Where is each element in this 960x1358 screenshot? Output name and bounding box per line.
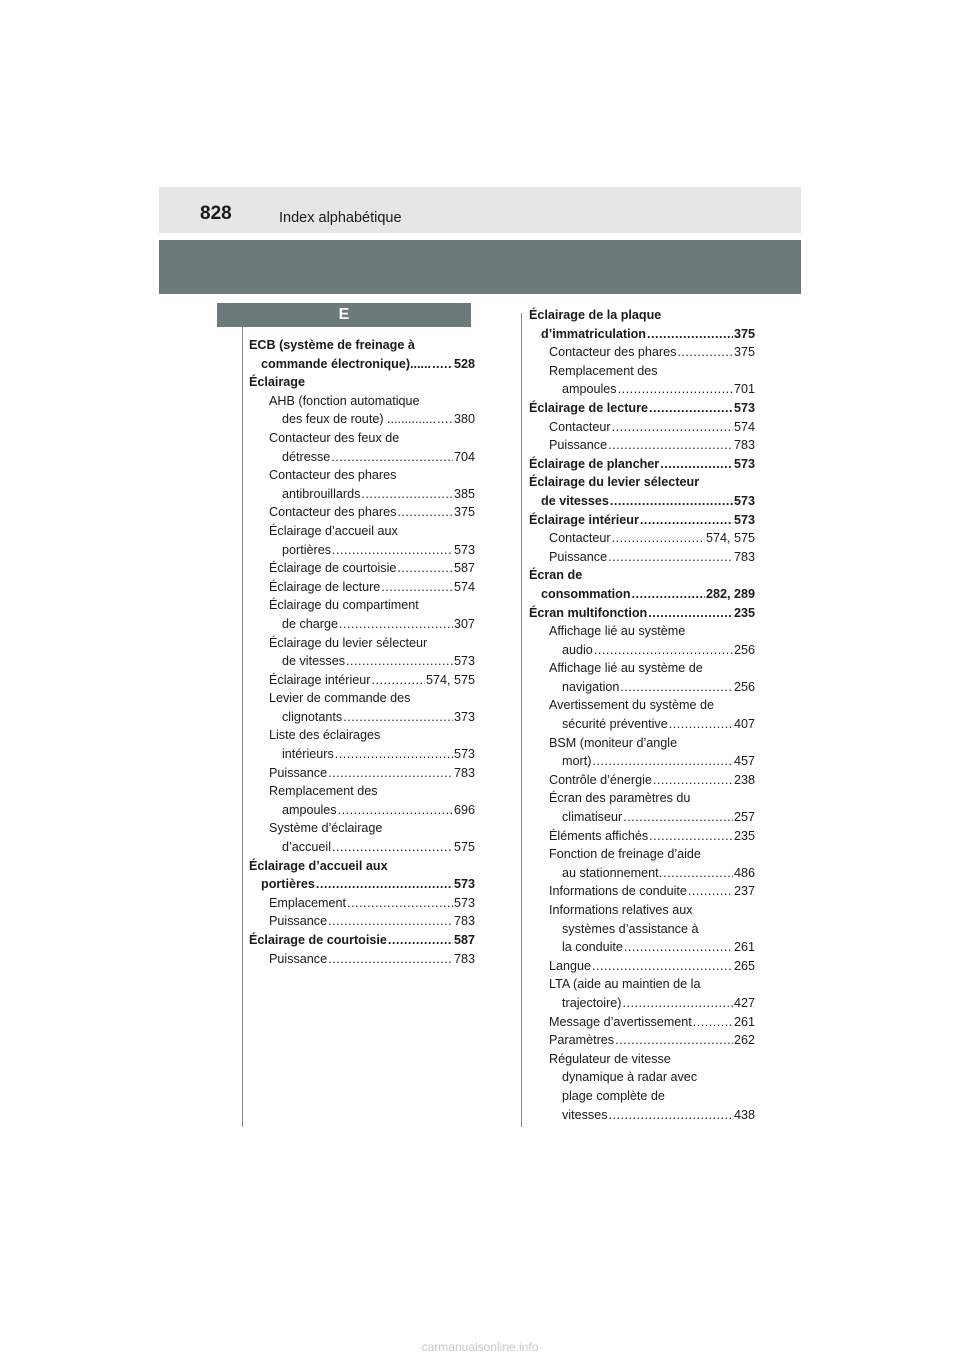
dot-leader	[347, 894, 453, 913]
dot-leader	[332, 838, 453, 857]
index-entry	[529, 901, 755, 920]
dot-leader	[328, 912, 453, 931]
dot-leader	[688, 882, 733, 901]
index-entry-page[interactable]: 380	[453, 412, 475, 427]
column1-rule	[242, 327, 243, 1127]
index-entry	[249, 336, 475, 355]
index-entry-label: Contacteur des phares	[269, 505, 397, 520]
dot-leader	[648, 604, 733, 623]
dot-leader	[372, 671, 425, 690]
index-entry-label: la conduite	[562, 940, 623, 955]
index-entry	[529, 473, 755, 492]
index-entry-label: Remplacement des	[269, 784, 378, 799]
index-entry	[529, 548, 755, 567]
index-entry	[529, 920, 755, 939]
index-entry	[249, 894, 475, 913]
index-entry	[249, 764, 475, 783]
index-entry-label: Éclairage du levier sélecteur	[529, 475, 700, 490]
index-entry-label: Éléments affichés	[549, 828, 649, 843]
dot-leader	[361, 485, 453, 504]
index-entry	[529, 529, 755, 548]
index-entry-page[interactable]: 704	[453, 449, 475, 464]
index-entry-label: Informations relatives aux	[549, 903, 693, 917]
index-entry	[529, 436, 755, 455]
index-entry-label: Régulateur de vitesse	[549, 1051, 671, 1066]
index-entry-label: Contacteur des feux de	[269, 430, 400, 445]
index-entry-label: Affichage lié au système de	[549, 661, 703, 676]
index-entry	[529, 585, 755, 604]
index-entry-page[interactable]: 701	[733, 382, 755, 397]
page-title: Index alphabétique	[279, 210, 402, 226]
index-entry	[249, 485, 475, 504]
index-entry	[529, 734, 755, 753]
dot-leader	[332, 541, 453, 560]
index-entry-label: sécurité préventive	[562, 717, 668, 732]
index-entry-label: Informations de conduite	[549, 884, 687, 899]
index-entry	[249, 596, 475, 615]
index-entry	[529, 380, 755, 399]
index-entry	[529, 808, 755, 827]
index-entry-label: ampoules	[282, 802, 337, 817]
index-entry-label: Contacteur	[549, 531, 611, 546]
index-entry	[529, 418, 755, 437]
index-entry-page[interactable]: 783	[453, 765, 475, 780]
index-entry-label: Écran des paramètres du	[549, 791, 691, 806]
index-entry-page[interactable]: 573	[733, 400, 755, 415]
dot-leader	[328, 764, 453, 783]
index-entry-page[interactable]: 587	[453, 561, 475, 576]
index-entry-label: Puissance	[269, 914, 328, 929]
index-entry	[249, 559, 475, 578]
index-entry-page[interactable]: 262	[733, 1033, 755, 1048]
header-band	[159, 187, 801, 233]
dot-leader	[615, 1031, 733, 1050]
index-entry-label: commande électronique)......	[261, 356, 432, 371]
index-entry	[529, 1106, 755, 1125]
index-entry-label: Affichage lié au système	[549, 624, 686, 639]
index-entry	[529, 789, 755, 808]
index-entry	[529, 1068, 755, 1087]
index-entry	[529, 1050, 755, 1069]
index-entry	[529, 492, 755, 511]
index-entry-label: d’accueil	[282, 840, 332, 855]
index-entry-label: Éclairage d’accueil aux	[269, 523, 398, 538]
index-entry-label: Contacteur	[549, 419, 611, 434]
index-entry-label: des feux de route) ..............	[282, 412, 436, 427]
index-entry-label: clignotants	[282, 709, 343, 724]
dot-leader	[331, 448, 453, 467]
index-entry-label: climatiseur	[562, 810, 623, 825]
index-entry-label: BSM (moniteur d’angle	[549, 735, 678, 750]
watermark: carmanualsonline.info	[421, 1340, 539, 1354]
index-entry-label: LTA (aide au maintien de la	[549, 977, 701, 992]
index-entry	[529, 511, 755, 530]
index-entry-page[interactable]: 486	[733, 865, 755, 880]
dot-leader	[624, 938, 733, 957]
dot-leader	[647, 325, 733, 344]
index-entry-page[interactable]: 528	[453, 356, 475, 371]
index-entry-page[interactable]: 573	[453, 747, 475, 762]
index-entry-page[interactable]: 575	[453, 840, 475, 855]
index-entry-page[interactable]: 457	[733, 754, 755, 769]
dot-leader	[612, 418, 733, 437]
index-entry-page[interactable]: 587	[453, 933, 475, 947]
index-entry-page[interactable]: 696	[453, 802, 475, 817]
index-entry	[249, 503, 475, 522]
index-entry-label: ampoules	[562, 382, 617, 397]
index-entry-page[interactable]: 375	[733, 345, 755, 360]
index-entry	[249, 448, 475, 467]
index-entry	[529, 1031, 755, 1050]
dot-leader	[343, 708, 453, 727]
index-entry-page[interactable]: 783	[453, 951, 475, 966]
index-entry	[249, 819, 475, 838]
index-entry	[529, 659, 755, 678]
index-entry-page[interactable]: 265	[733, 958, 755, 973]
dot-leader	[328, 950, 453, 969]
dot-leader	[663, 864, 733, 883]
index-entry-label: Éclairage de lecture	[269, 579, 381, 594]
index-entry-label: au stationnement.	[562, 865, 663, 880]
index-entry-page[interactable]: 438	[733, 1107, 755, 1122]
index-entry-label: Langue	[549, 958, 592, 973]
index-entry-label: AHB (fonction automatique	[269, 393, 420, 408]
index-entry-page[interactable]: 573	[453, 542, 475, 557]
index-entry-page[interactable]: 783	[733, 438, 755, 453]
index-entry-page[interactable]: 235	[733, 828, 755, 843]
index-entry-label: Liste des éclairages	[269, 728, 381, 743]
index-entry-page[interactable]: 574	[733, 419, 755, 434]
index-entry-label: Système d’éclairage	[269, 821, 383, 836]
dot-leader	[432, 355, 453, 374]
index-entry	[529, 994, 755, 1013]
index-entry-label: Éclairage intérieur	[529, 512, 639, 527]
index-entry	[249, 726, 475, 745]
dot-leader	[620, 678, 733, 697]
index-entry-label: de charge	[282, 616, 339, 631]
index-entry-label: ECB (système de freinage à	[249, 338, 415, 352]
index-entry-page[interactable]: 574, 575	[705, 531, 755, 546]
dot-leader	[653, 771, 733, 790]
dot-leader	[608, 548, 733, 567]
index-entry-page[interactable]: 573	[733, 493, 755, 508]
dot-leader	[623, 808, 733, 827]
index-entry-label: Éclairage de la plaque	[529, 308, 662, 322]
index-entry-label: navigation	[562, 679, 620, 694]
dot-leader	[618, 380, 733, 399]
index-entry-page[interactable]: 282, 289	[705, 586, 755, 601]
index-entry-label: systèmes d’assistance à	[562, 921, 699, 936]
index-entry	[529, 864, 755, 883]
dot-leader	[339, 615, 453, 634]
dot-leader	[677, 343, 733, 362]
index-entry-page[interactable]: 574, 575	[425, 672, 475, 687]
index-entry-label: Remplacement des	[549, 363, 658, 378]
index-entry-page[interactable]: 783	[733, 549, 755, 564]
index-entry-label: d’immatriculation	[541, 326, 646, 341]
dot-leader	[592, 752, 733, 771]
index-entry-label: Éclairage intérieur	[269, 672, 371, 687]
index-entry	[529, 678, 755, 697]
index-entry-page[interactable]: 261	[733, 1014, 755, 1029]
index-entry-label: Contacteur des phares	[269, 468, 397, 483]
index-entry-label: dynamique à radar avec	[562, 1070, 698, 1085]
dot-leader	[335, 745, 453, 764]
index-entry-page[interactable]: 256	[733, 679, 755, 694]
section-letter-tab: E	[217, 303, 471, 327]
index-entry-label: Écran de	[529, 568, 583, 583]
index-entry	[249, 355, 475, 374]
index-entry	[529, 827, 755, 846]
index-entry	[249, 912, 475, 931]
index-entry	[249, 671, 475, 690]
index-entry	[249, 875, 475, 894]
index-entry	[529, 566, 755, 585]
index-entry	[529, 957, 755, 976]
index-entry-label: de vitesses	[541, 493, 609, 508]
index-entry	[249, 410, 475, 429]
index-entry	[529, 771, 755, 790]
index-column-2	[529, 306, 755, 1124]
dot-leader	[316, 875, 453, 894]
index-entry	[529, 622, 755, 641]
index-entry-label: consommation	[541, 586, 631, 601]
index-entry-page[interactable]: 573	[453, 877, 475, 892]
index-entry-label: Éclairage d’accueil aux	[249, 858, 388, 873]
index-entry	[529, 343, 755, 362]
index-entry	[529, 845, 755, 864]
index-entry	[529, 306, 755, 325]
index-entry-label: plage complète de	[562, 1088, 665, 1103]
index-entry	[249, 931, 475, 950]
index-entry-page[interactable]: 235	[733, 605, 755, 620]
dot-leader	[397, 503, 453, 522]
dot-leader	[608, 436, 733, 455]
index-entry	[529, 938, 755, 957]
dot-leader	[592, 957, 733, 976]
index-entry-page[interactable]: 573	[733, 512, 755, 527]
index-entry	[529, 362, 755, 381]
index-entry-page[interactable]: 237	[733, 884, 755, 899]
dot-leader	[610, 492, 733, 511]
index-entry	[249, 615, 475, 634]
index-entry	[529, 641, 755, 660]
index-entry-label: Avertissement du système de	[549, 698, 714, 713]
dot-leader	[388, 931, 453, 950]
dot-leader	[640, 511, 733, 530]
dot-leader	[660, 455, 733, 474]
index-entry-label: Éclairage de plancher	[529, 456, 660, 471]
index-entry	[249, 838, 475, 857]
index-entry-label: trajectoire)	[562, 995, 622, 1010]
index-entry-page[interactable]: 783	[453, 914, 475, 929]
index-entry	[529, 325, 755, 344]
index-entry-label: audio	[562, 642, 593, 657]
dot-leader	[437, 410, 453, 429]
chapter-band	[159, 240, 801, 294]
index-entry-label: Contacteur des phares	[549, 345, 677, 360]
index-entry-label: détresse	[282, 449, 331, 464]
index-entry	[249, 652, 475, 671]
index-entry	[529, 715, 755, 734]
index-entry-label: Puissance	[269, 765, 328, 780]
index-entry-page[interactable]: 261	[733, 940, 755, 955]
index-entry-label: Éclairage du compartiment	[269, 598, 419, 613]
index-entry	[249, 745, 475, 764]
index-entry	[529, 1087, 755, 1106]
index-entry	[249, 466, 475, 485]
index-entry-label: Éclairage de lecture	[529, 400, 649, 415]
index-entry-label: portières	[282, 542, 331, 557]
index-entry	[249, 578, 475, 597]
dot-leader	[632, 585, 705, 604]
index-entry	[249, 801, 475, 820]
index-entry	[249, 429, 475, 448]
index-entry	[529, 455, 755, 474]
index-entry	[249, 392, 475, 411]
index-entry	[249, 522, 475, 541]
dot-leader	[338, 801, 453, 820]
column2-rule	[521, 313, 522, 1127]
dot-leader	[612, 529, 705, 548]
index-entry	[529, 696, 755, 715]
index-entry-page[interactable]: 256	[733, 642, 755, 657]
index-entry-label: Levier de commande des	[269, 691, 411, 706]
index-entry-label: de vitesses	[282, 654, 345, 669]
index-entry	[249, 708, 475, 727]
index-entry	[249, 541, 475, 560]
dot-leader	[397, 559, 453, 578]
dot-leader	[346, 652, 453, 671]
page-number: 828	[200, 203, 232, 224]
index-entry-page[interactable]: 427	[733, 995, 755, 1010]
dot-leader	[693, 1013, 733, 1032]
index-entry-label: Éclairage du levier sélecteur	[269, 635, 428, 650]
index-entry-label: Puissance	[269, 951, 328, 966]
index-entry-page[interactable]: 574	[453, 579, 475, 594]
index-entry-label: Écran multifonction	[529, 605, 648, 620]
index-entry	[249, 857, 475, 876]
index-entry-page[interactable]: 375	[453, 505, 475, 520]
index-entry	[249, 950, 475, 969]
index-entry-label: Éclairage	[249, 375, 306, 390]
index-entry-label: mort)	[562, 754, 592, 769]
dot-leader	[381, 578, 453, 597]
dot-leader	[594, 641, 733, 660]
index-entry-label: portières	[261, 877, 315, 892]
index-entry-page[interactable]: 573	[733, 456, 755, 471]
index-entry	[529, 399, 755, 418]
index-entry	[249, 782, 475, 801]
dot-leader	[623, 994, 733, 1013]
index-entry-label: intérieurs	[282, 747, 334, 762]
index-entry	[249, 689, 475, 708]
index-column-1	[249, 336, 475, 968]
index-entry-page[interactable]: 573	[453, 895, 475, 910]
index-entry	[529, 882, 755, 901]
index-entry	[529, 752, 755, 771]
index-entry	[529, 1013, 755, 1032]
index-entry-page[interactable]: 407	[733, 717, 755, 732]
index-entry	[249, 634, 475, 653]
index-entry-label: Emplacement	[269, 895, 346, 910]
index-entry-label: Paramètres	[549, 1033, 615, 1048]
dot-leader	[609, 1106, 733, 1125]
index-entry-label: Puissance	[549, 549, 608, 564]
index-entry-label: Éclairage de courtoisie	[249, 933, 387, 947]
index-entry-page[interactable]: 375	[733, 326, 755, 341]
index-entry-page[interactable]: 307	[453, 616, 475, 631]
index-entry-label: vitesses	[562, 1107, 608, 1122]
dot-leader	[649, 399, 733, 418]
index-entry-label: Éclairage de courtoisie	[269, 561, 397, 576]
index-entry-page[interactable]: 257	[733, 810, 755, 825]
index-entry-label: Puissance	[549, 438, 608, 453]
index-entry-label: antibrouillards	[282, 486, 361, 501]
index-entry	[249, 373, 475, 392]
index-entry-page[interactable]: 573	[453, 654, 475, 669]
index-entry-page[interactable]: 385	[453, 486, 475, 501]
index-entry	[529, 604, 755, 623]
index-entry-label: Fonction de freinage d’aide	[549, 847, 701, 862]
index-entry-page[interactable]: 373	[453, 709, 475, 724]
index-entry-page[interactable]: 238	[733, 772, 755, 787]
index-entry-label: Contrôle d’énergie	[549, 772, 652, 787]
dot-leader	[669, 715, 733, 734]
index-entry	[529, 975, 755, 994]
index-entry-label: Message d’avertissement	[549, 1014, 692, 1029]
dot-leader	[649, 827, 733, 846]
